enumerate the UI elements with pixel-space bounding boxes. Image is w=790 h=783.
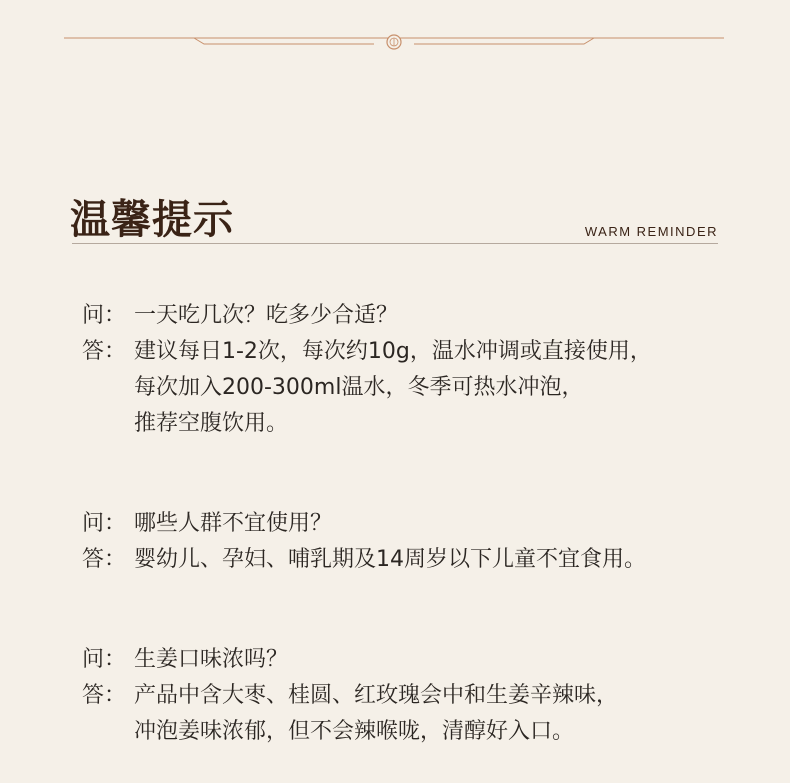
answer-text: 建议每日1-2次，每次约10g，温水冲调或直接使用，: [134, 339, 652, 364]
faq-item: [82, 506, 762, 578]
faq-item: [82, 642, 762, 750]
faq-answer: [82, 542, 762, 578]
answer-text: 冲泡姜味浓郁，但不会辣喉咙，清醇好入口。: [134, 719, 575, 744]
answer-text: 每次加入200-300ml温水，冬季可热水冲泡，: [134, 375, 584, 400]
question-label: 问：: [82, 647, 127, 672]
question-text: 一天吃几次？吃多少合适？: [134, 303, 399, 328]
faq-item: [82, 298, 762, 442]
answer-label: 答：: [82, 547, 127, 572]
page-title: 温馨提示: [70, 197, 234, 243]
answer-text: 推荐空腹饮用。: [134, 411, 289, 436]
faq-answer: [82, 334, 762, 370]
answer-label: 答：: [82, 683, 127, 708]
answer-text: 婴幼儿、孕妇、哺乳期及14周岁以下儿童不宜食用。: [134, 547, 646, 572]
answer-text: 产品中含大枣、桂圆、红玫瑰会中和生姜辛辣味，: [134, 683, 619, 708]
question-label: 问：: [82, 511, 127, 536]
faq-question: [82, 298, 762, 334]
question-label: 问：: [82, 303, 127, 328]
title-divider: [72, 243, 718, 244]
answer-label: 答：: [82, 339, 127, 364]
page-subtitle-en: WARM REMINDER: [584, 224, 718, 239]
ornament-divider-icon: [64, 30, 724, 54]
question-text: 哪些人群不宜使用？: [134, 511, 333, 536]
faq-answer: [82, 678, 762, 714]
faq-question: [82, 506, 762, 542]
question-text: 生姜口味浓吗？: [134, 647, 289, 672]
faq-question: [82, 642, 762, 678]
